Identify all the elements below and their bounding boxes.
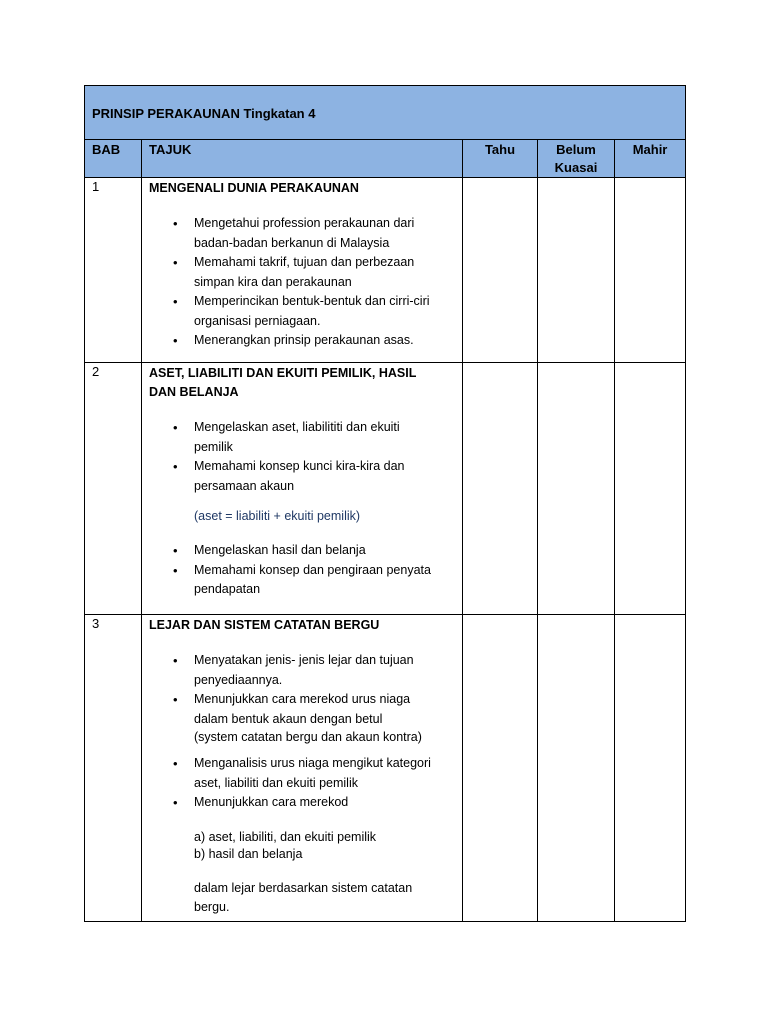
list-item: • Menyatakan jenis- jenis lejar dan tujuan penyediaannya. <box>149 651 456 690</box>
belum-kuasai-cell[interactable] <box>538 363 615 615</box>
bab-number: 1 <box>92 179 100 194</box>
col-header-belum-kuasai: Belum Kuasai <box>538 140 615 178</box>
tajuk-cell <box>142 615 463 922</box>
col-header-mahir: Mahir <box>615 140 686 178</box>
tahu-cell[interactable] <box>463 178 538 363</box>
objective-list <box>149 214 456 351</box>
objective-list <box>149 418 456 496</box>
closing-text: dalam lejar berdasarkan sistem catatan bergu. <box>194 880 413 914</box>
tahu-cell[interactable] <box>463 363 538 615</box>
mahir-cell[interactable] <box>615 178 686 363</box>
sub-item-b: b) hasil dan belanja <box>194 846 303 861</box>
col-header-bab: BAB <box>85 140 142 178</box>
list-item: • Memahami konsep dan pengiraan penyata pendapatan <box>149 561 456 600</box>
table-row <box>85 178 686 363</box>
bab-cell <box>85 363 142 615</box>
table-row <box>85 615 686 922</box>
list-item: • Menganalisis urus niaga mengikut kategori aset, liabiliti dan ekuiti pemilik <box>149 754 456 793</box>
syllabus-table <box>84 85 686 922</box>
document-title: PRINSIP PERAKAUNAN Tingkatan 4 <box>92 106 316 121</box>
list-item: • Menunjukkan cara merekod <box>149 793 456 813</box>
objective-list <box>149 651 456 729</box>
tajuk-cell <box>142 363 463 615</box>
list-item: • Mengelaskan aset, liabilititi dan ekuiti pemilik <box>149 418 456 457</box>
accounting-equation: (aset = liabiliti + ekuiti pemilik) <box>194 509 361 523</box>
table-row <box>85 363 686 615</box>
list-item: • Mengelaskan hasil dan belanja <box>149 541 456 561</box>
objective-list <box>149 541 456 600</box>
list-item: • Menerangkan prinsip perakaunan asas. <box>149 331 456 351</box>
tajuk-cell <box>142 178 463 363</box>
list-item: • Mengetahui profession perakaunan dari badan-badan berkanun di Malaysia <box>149 214 456 253</box>
bab-number: 3 <box>92 616 100 631</box>
mahir-cell[interactable] <box>615 363 686 615</box>
col-header-tajuk: TAJUK <box>142 140 463 178</box>
tahu-cell[interactable] <box>463 615 538 922</box>
objective-list <box>149 754 456 813</box>
section-title: ASET, LIABILITI DAN EKUITI PEMILIK, HASIL DAN BELANJA <box>149 366 417 399</box>
document-title-cell <box>85 86 686 140</box>
bab-cell <box>85 615 142 922</box>
list-item: • Memahami konsep kunci kira-kira dan persamaan akaun <box>149 457 456 496</box>
bab-number: 2 <box>92 364 100 379</box>
list-item: • Menunjukkan cara merekod urus niaga dalam bentuk akaun dengan betul <box>149 690 456 729</box>
list-item: • Memahami takrif, tujuan dan perbezaan simpan kira dan perakaunan <box>149 253 456 292</box>
section-title: LEJAR DAN SISTEM CATATAN BERGU <box>149 618 380 632</box>
list-item: • Memperincikan bentuk-bentuk dan cirri-ciri organisasi perniagaan. <box>149 292 456 331</box>
section-title: MENGENALI DUNIA PERAKAUNAN <box>149 181 359 195</box>
item-note: (system catatan bergu dan akaun kontra) <box>194 730 422 744</box>
column-header-row <box>85 140 686 178</box>
bab-cell <box>85 178 142 363</box>
title-row <box>85 86 686 140</box>
mahir-cell[interactable] <box>615 615 686 922</box>
sub-item-a: a) aset, liabiliti, dan ekuiti pemilik <box>194 829 377 844</box>
belum-kuasai-cell[interactable] <box>538 615 615 922</box>
belum-kuasai-cell[interactable] <box>538 178 615 363</box>
col-header-tahu: Tahu <box>463 140 538 178</box>
